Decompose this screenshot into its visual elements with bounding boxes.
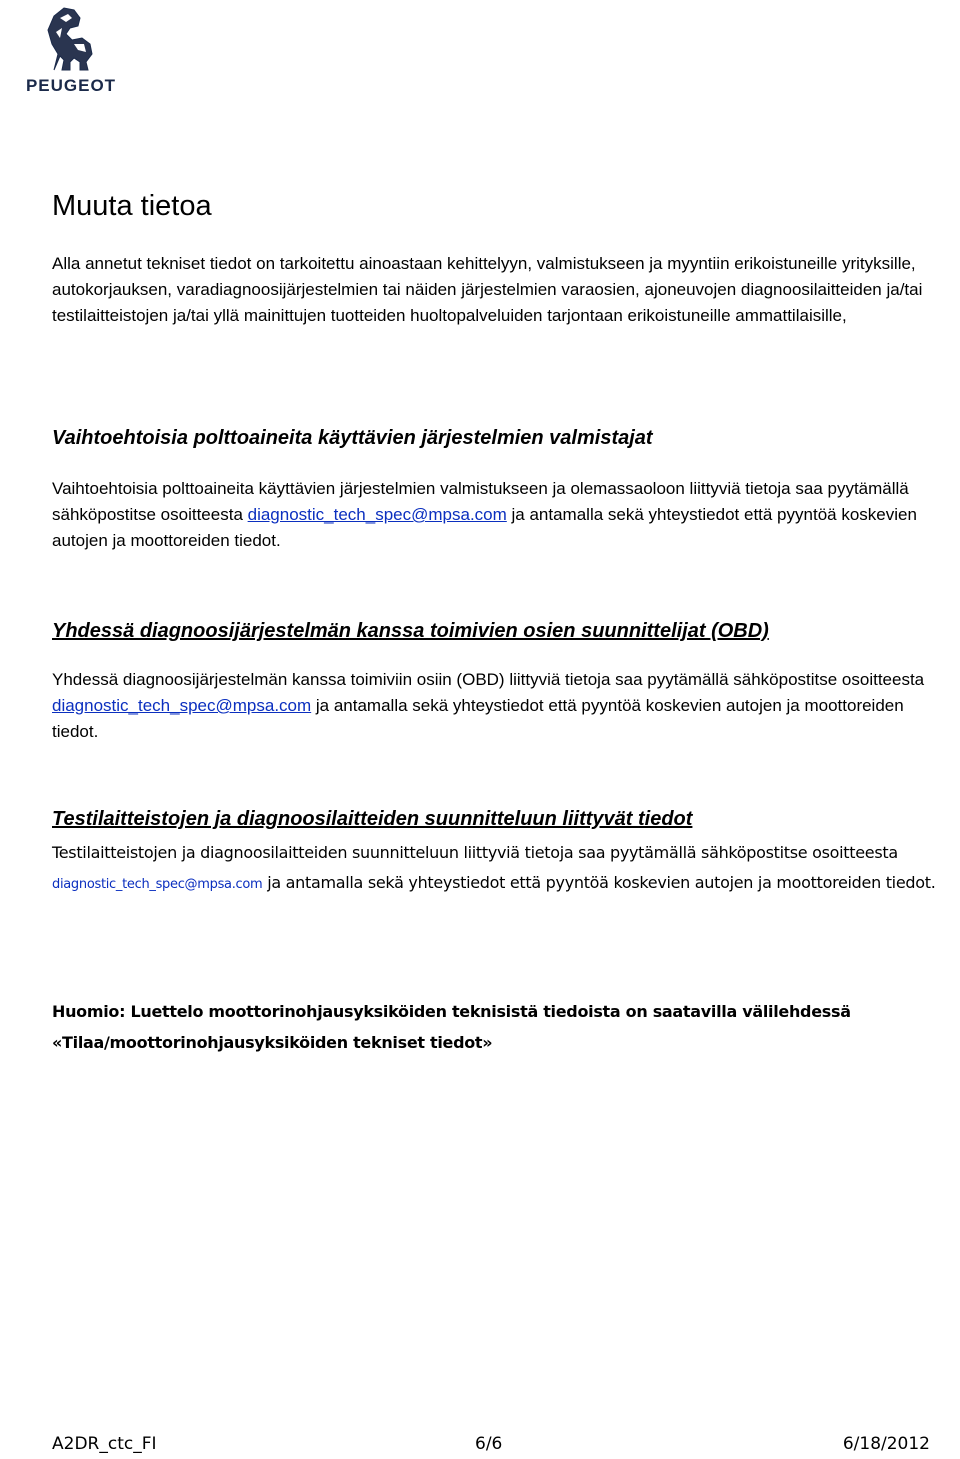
section3-heading: Testilaitteistojen ja diagnoosilaitteiden suunnitteluun liittyvät tiedot — [52, 808, 693, 830]
note-line-1: Huomio: Luettelo moottorinohjausyksiköiden teknisistä tiedoista on saatavilla välilehdessä — [52, 1002, 851, 1021]
peugeot-logo — [8, 4, 134, 96]
section3-email-link[interactable]: diagnostic_tech_spec@mpsa.com — [52, 877, 263, 892]
footer-date: 6/18/2012 — [842, 1434, 930, 1454]
section1-text-after: ja antamalla sekä yhteystiedot että pyyntöä koskevien autojen ja moottoreiden tiedot. — [52, 505, 917, 550]
note-block — [52, 996, 932, 1058]
section3-paragraph — [52, 838, 952, 900]
brand-wordmark: PEUGEOT — [25, 76, 117, 95]
section3-text-before: Testilaitteistojen ja diagnoosilaitteiden suunnitteluun liittyviä tietoja saa pyytämällä sähköpostitse osoitteesta — [52, 843, 898, 862]
section1-email-link[interactable]: diagnostic_tech_spec@mpsa.com — [247, 505, 507, 524]
footer-doc-id: A2DR_ctc_FI — [52, 1434, 157, 1454]
footer-page-number: 6/6 — [475, 1434, 503, 1454]
section3-text-after: ja antamalla sekä yhteystiedot että pyyntöä koskevien autojen ja moottoreiden tiedot. — [262, 873, 936, 892]
note-line-2: «Tilaa/moottorinohjausyksiköiden tekniset tiedot» — [52, 1033, 493, 1052]
peugeot-lion-icon — [8, 4, 134, 76]
section2-heading: Yhdessä diagnoosijärjestelmän kanssa toimivien osien suunnittelijat (OBD) — [52, 620, 769, 642]
section2-paragraph — [52, 667, 932, 745]
page-title: Muuta tietoa — [52, 190, 212, 222]
section2-text-before: Yhdessä diagnoosijärjestelmän kanssa toimiviin osiin (OBD) liittyviä tietoja saa pyytämällä sähköpostitse osoitteesta — [52, 670, 925, 689]
intro-paragraph: Alla annetut tekniset tiedot on tarkoitettu ainoastaan kehittelyyn, valmistukseen ja myyntiin erikoistuneille yrityksille, autokorjauksen, varadiagnoosijärjestelmien tai näiden järjestelmien varaosien, ajoneuvojen diagnoosilaitteiden ja/tai testilaitteistojen ja/tai yllä mainittujen tuotteiden huoltopalveluiden tarjontaan erikoistuneille ammattilaisille, — [52, 254, 923, 325]
section1-paragraph — [52, 476, 932, 554]
section2-email-link[interactable]: diagnostic_tech_spec@mpsa.com — [52, 696, 312, 715]
section1-heading: Vaihtoehtoisia polttoaineita käyttävien järjestelmien valmistajat — [52, 427, 653, 449]
section1-text-before: Vaihtoehtoisia polttoaineita käyttävien järjestelmien valmistukseen ja olemassaoloon liittyviä tietoja saa pyytämällä sähköpostitse osoitteesta — [52, 479, 909, 524]
section2-text-after: ja antamalla sekä yhteystiedot että pyyntöä koskevien autojen ja moottoreiden tiedot. — [52, 696, 904, 741]
